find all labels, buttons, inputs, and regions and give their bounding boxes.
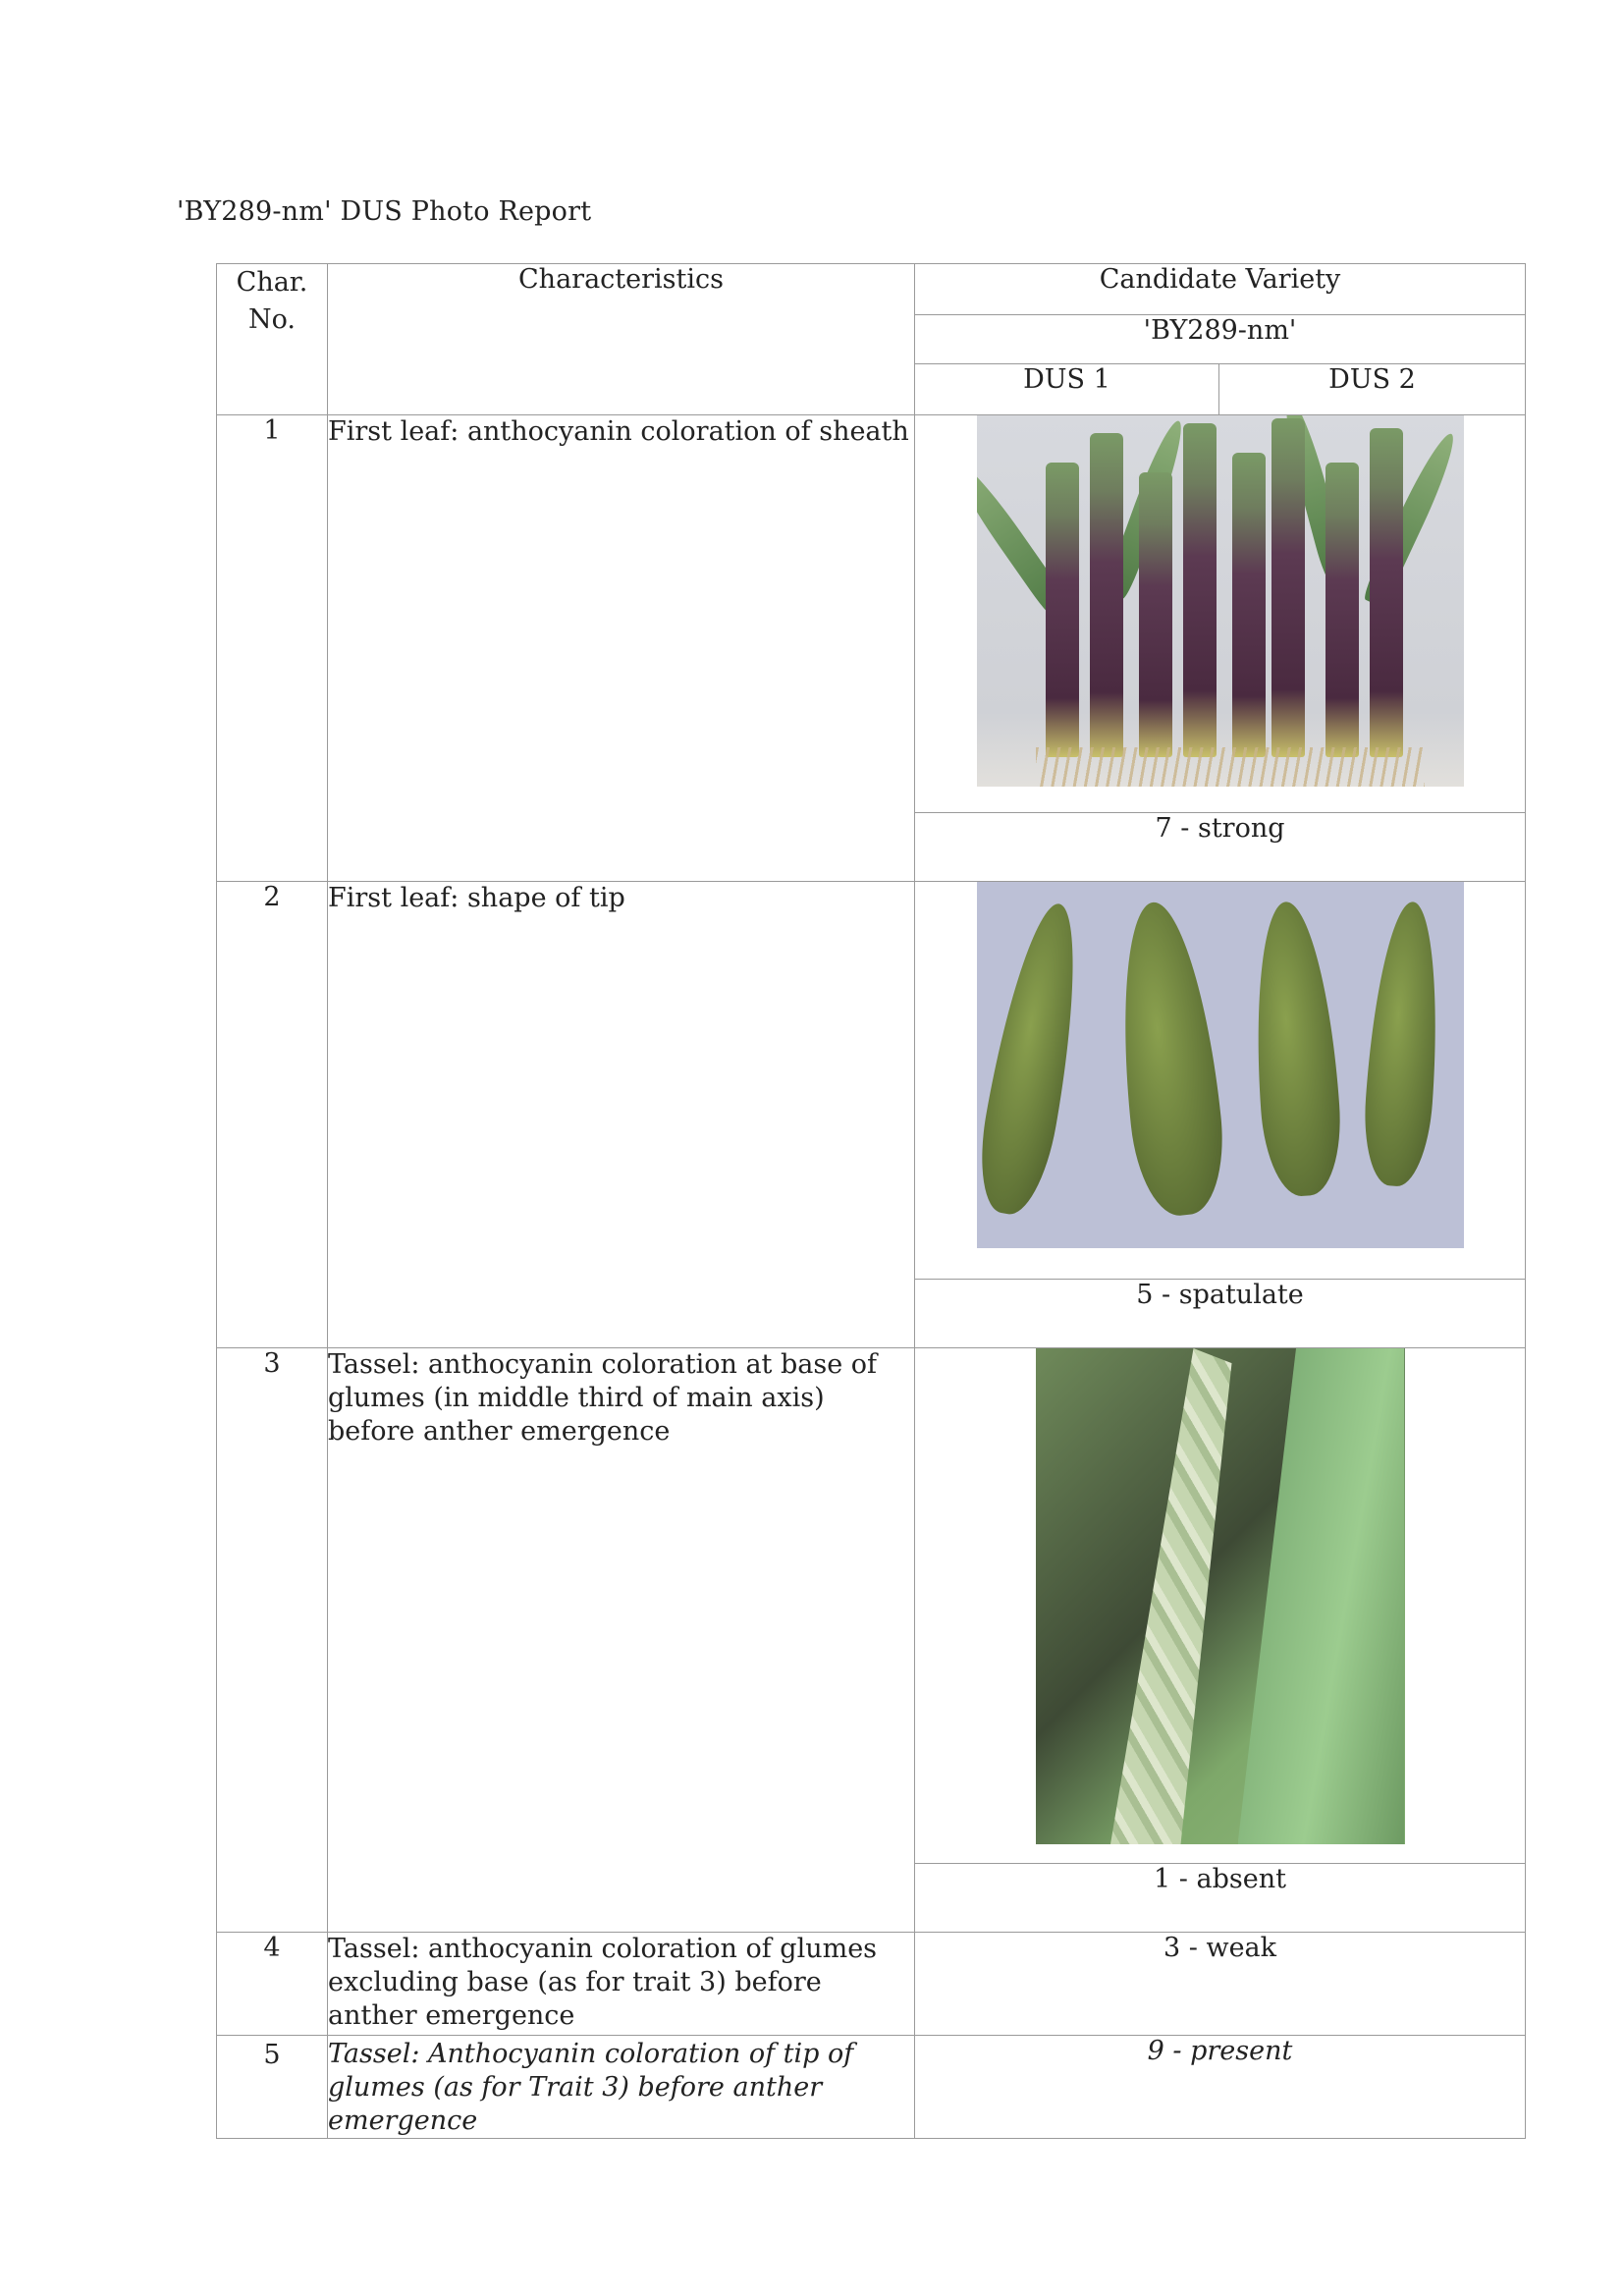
tassel-photo (1036, 1348, 1405, 1844)
header-dus2: DUS 2 (1219, 364, 1526, 415)
leaf-tips-photo (977, 882, 1464, 1248)
header-variety-name: 'BY289-nm' (915, 315, 1526, 364)
row-2-number: 2 (217, 882, 328, 1348)
header-candidate-variety: Candidate Variety (915, 264, 1526, 315)
row-5-characteristic: Tassel: Anthocyanin coloration of tip of glumes (as for Trait 3) before anther emergence (328, 2036, 915, 2139)
row-1-characteristic: First leaf: anthocyanin coloration of sheath (328, 415, 915, 882)
row-5-value: 9 - present (915, 2036, 1526, 2139)
row-2-photo-cell (915, 882, 1526, 1280)
row-1-number: 1 (217, 415, 328, 882)
purple-sheath-seedlings-photo (977, 415, 1464, 787)
row-4-characteristic: Tassel: anthocyanin coloration of glumes excluding base (as for trait 3) before anther emergence (328, 1933, 915, 2036)
row-2-characteristic: First leaf: shape of tip (328, 882, 915, 1348)
header-characteristics: Characteristics (328, 264, 915, 415)
row-1-photo-cell (915, 415, 1526, 813)
row-4-value: 3 - weak (915, 1933, 1526, 2036)
header-char-no: Char. No. (217, 264, 328, 415)
header-dus1: DUS 1 (915, 364, 1219, 415)
row-2-value: 5 - spatulate (915, 1280, 1526, 1348)
row-3-number: 3 (217, 1348, 328, 1933)
row-4-number: 4 (217, 1933, 328, 2036)
row-3-photo-cell (915, 1348, 1526, 1864)
row-5-number: 5 (217, 2036, 328, 2139)
row-3-characteristic: Tassel: anthocyanin coloration at base of glumes (in middle third of main axis) before anther emergence (328, 1348, 915, 1933)
page-title: 'BY289-nm' DUS Photo Report (177, 196, 592, 227)
row-3-value: 1 - absent (915, 1864, 1526, 1933)
report-table (216, 263, 1526, 2139)
row-1-value: 7 - strong (915, 813, 1526, 882)
